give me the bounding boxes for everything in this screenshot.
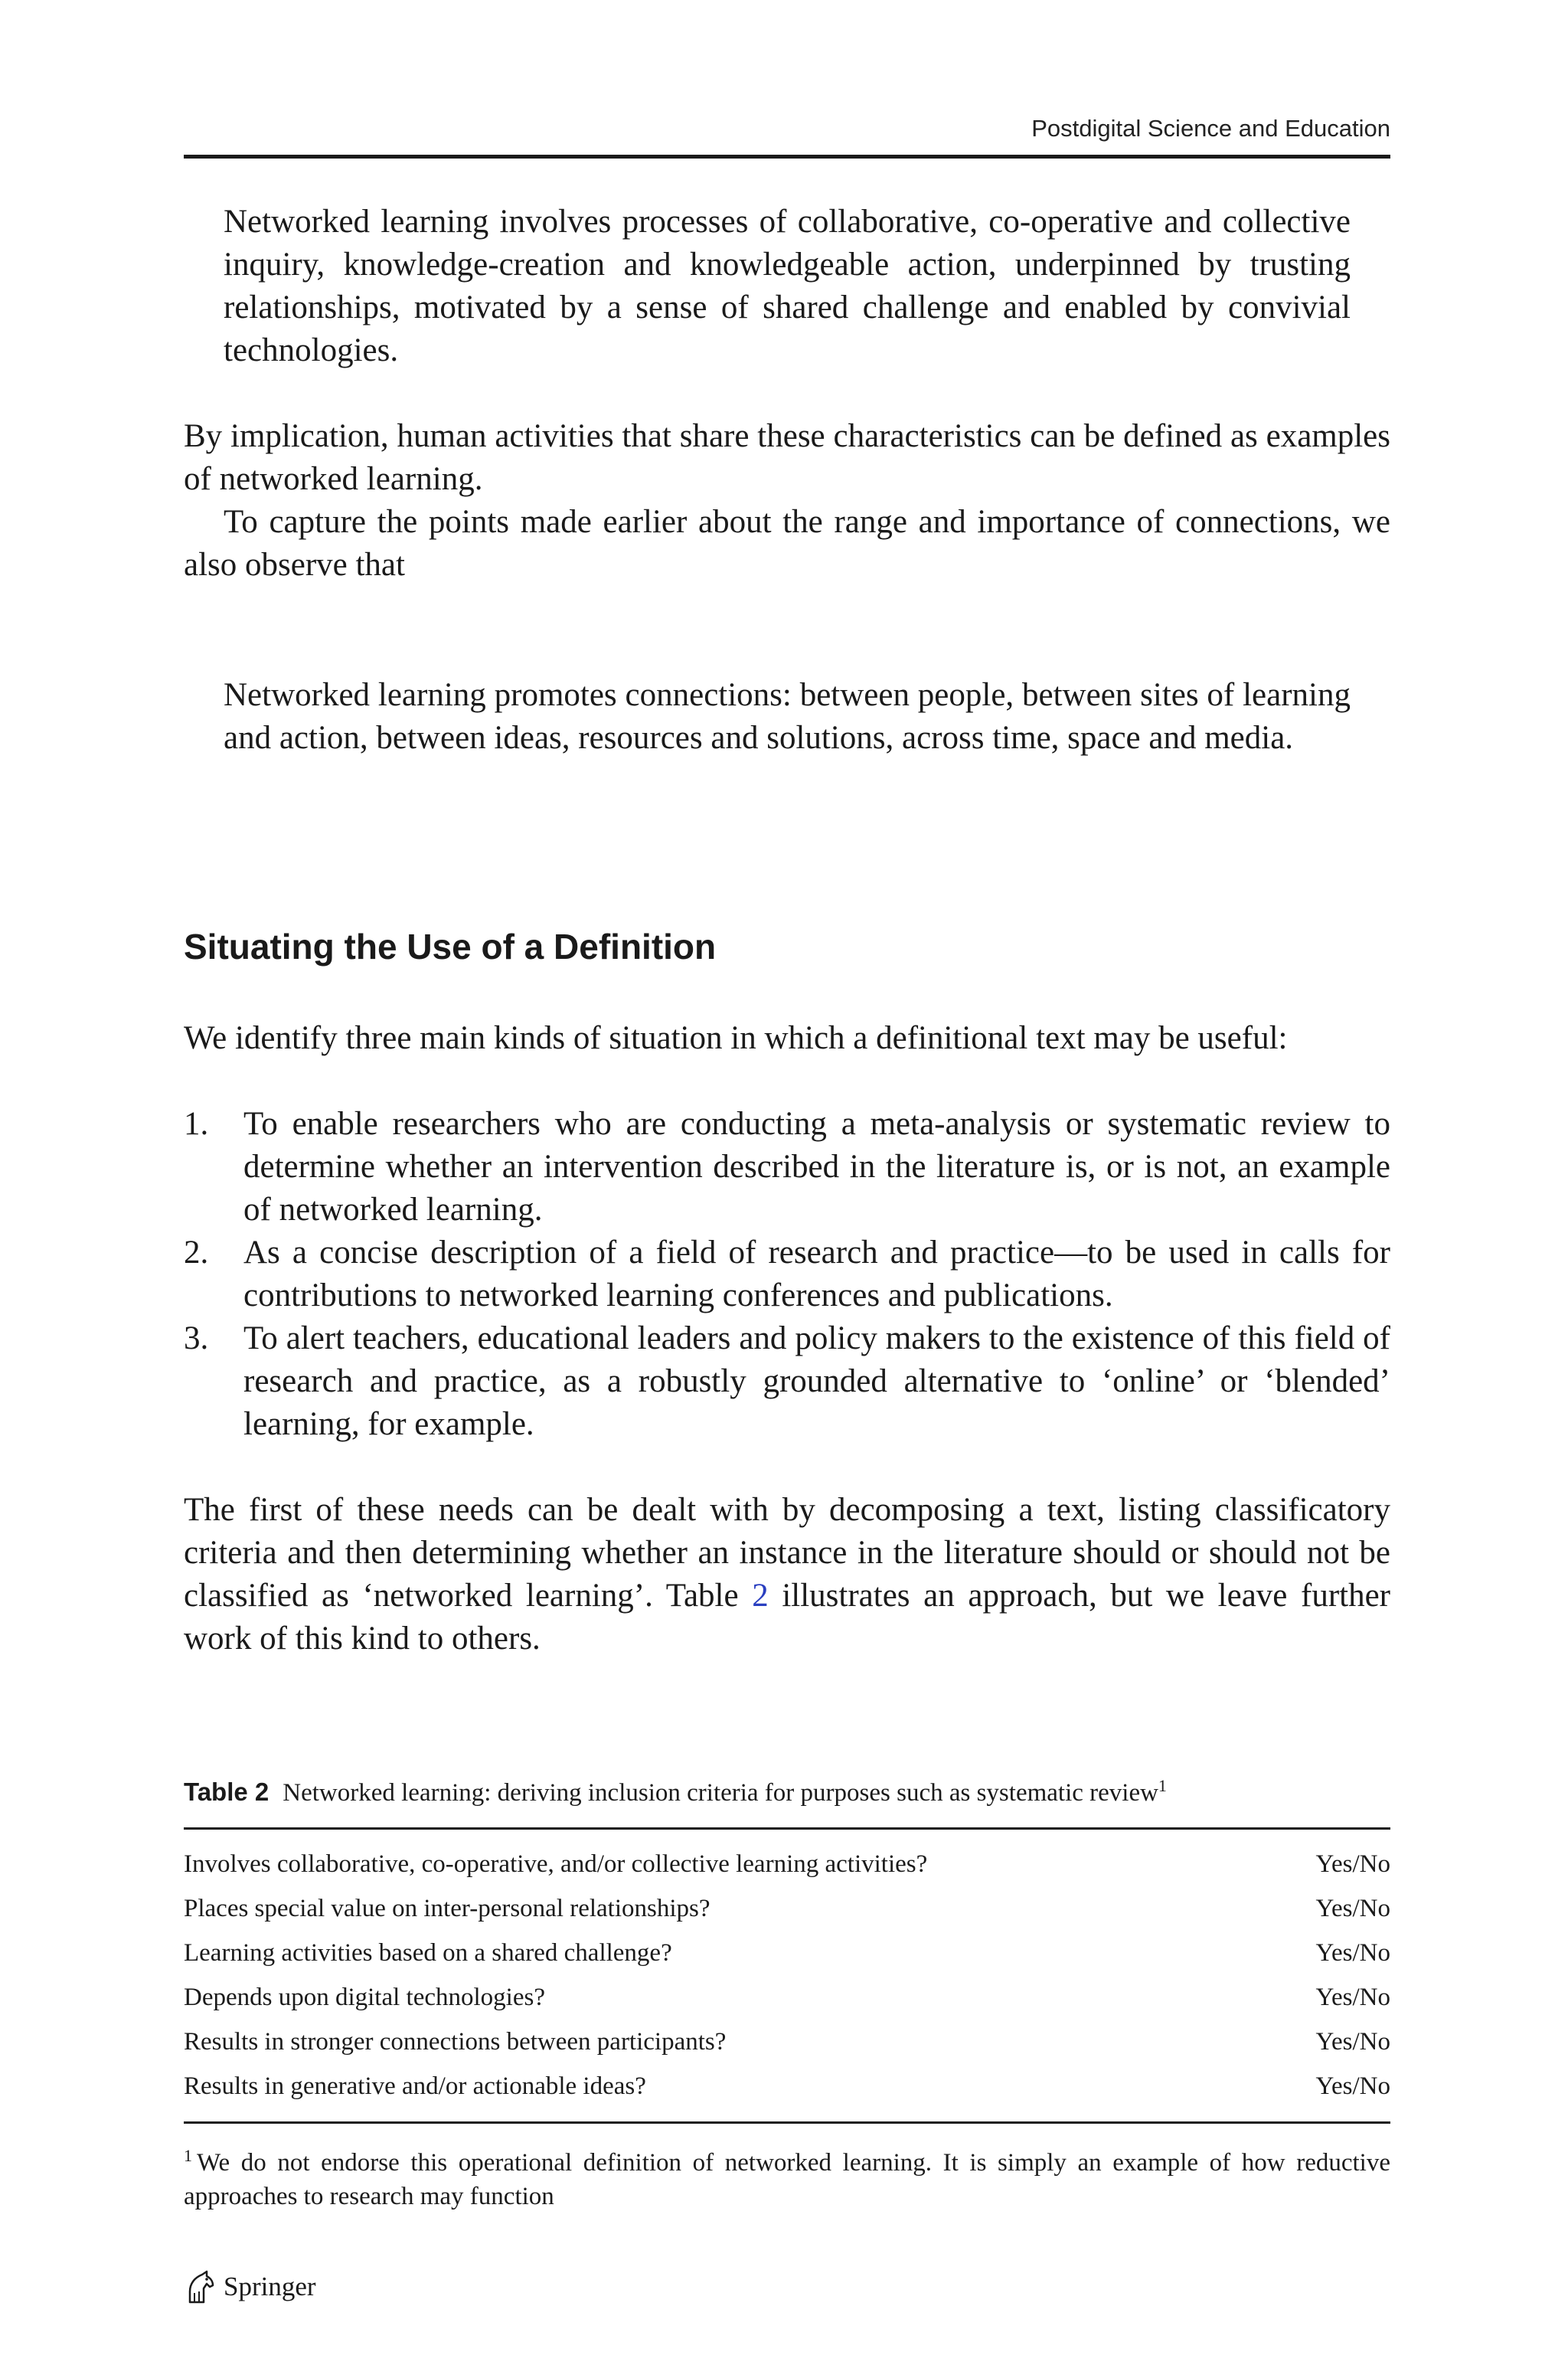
table-row	[184, 2064, 1390, 2108]
answer-cell: Yes/No	[1315, 1850, 1390, 1878]
list-number: 3.	[184, 1320, 209, 1356]
table-bottom-rule	[184, 2121, 1390, 2124]
answer-cell: Yes/No	[1315, 2072, 1390, 2100]
table-caption-note: 1	[1158, 1776, 1167, 1795]
paragraph-connections: To capture the points made earlier about the range and importance of connections, we also observe that	[184, 504, 1390, 583]
publisher-name: Springer	[224, 2272, 316, 2301]
page	[184, 0, 1390, 2378]
closing-paragraph	[184, 1489, 1390, 1660]
criteria-table	[184, 1842, 1390, 2108]
criterion-cell: Results in generative and/or actionable ideas?	[184, 2072, 646, 2100]
answer-cell: Yes/No	[1315, 2027, 1390, 2056]
list-number: 1.	[184, 1106, 209, 1142]
criterion-cell: Places special value on inter-personal relationships?	[184, 1894, 710, 1922]
situation-list	[184, 1103, 1390, 1446]
answer-cell: Yes/No	[1315, 1894, 1390, 1922]
table-row	[184, 1931, 1390, 1975]
paragraph-implication: By implication, human activities that share these characteristics can be defined as examples of networked learning.	[184, 418, 1390, 497]
criterion-cell: Depends upon digital technologies?	[184, 1983, 545, 2011]
publisher-logo	[184, 2267, 316, 2307]
closing-text-after: illustrates an approach, but we leave further work of this kind to others.	[184, 1578, 1390, 1657]
table-caption-text: Networked learning: deriving inclusion criteria for purposes such as systematic review	[283, 1779, 1158, 1807]
definition-quote: Networked learning involves processes of collaborative, co-operative and collective inquiry, knowledge-creation and knowledgeable action, underpinned by trusting relationships, motivated by a sense of shared challenge and enabled by convivial technologies.	[224, 204, 1351, 368]
table-row	[184, 2020, 1390, 2064]
footnote-mark: 1	[184, 2146, 192, 2165]
table-row	[184, 1975, 1390, 2020]
table-caption	[184, 1769, 1390, 1810]
criterion-cell: Involves collaborative, co-operative, and/or collective learning activities?	[184, 1850, 928, 1878]
connections-quote: Networked learning promotes connections: between people, between sites of learning and action, between ideas, resources and solutions, across time, space and media.	[224, 677, 1351, 756]
springer-horse-icon	[184, 2268, 217, 2305]
section-intro: We identify three main kinds of situation in which a definitional text may be useful:	[184, 1020, 1288, 1056]
table-footnote	[184, 2139, 1390, 2213]
list-item	[184, 1103, 1390, 1232]
list-text: As a concise description of a field of research and practice—to be used in calls for contributions to networked learning conferences and publications.	[243, 1235, 1390, 1313]
closing-text-before: The first of these needs can be dealt with by decomposing a text, listing classificatory criteria and then determining whether an instance in the literature should or should not be classified as ‘networked learning’. Table	[184, 1492, 1390, 1614]
criterion-cell: Results in stronger connections between participants?	[184, 2027, 727, 2056]
answer-cell: Yes/No	[1315, 1983, 1390, 2011]
table-row	[184, 1842, 1390, 1886]
answer-cell: Yes/No	[1315, 1938, 1390, 1967]
running-head: Postdigital Science and Education	[1031, 115, 1390, 142]
list-item	[184, 1232, 1390, 1317]
list-item	[184, 1317, 1390, 1446]
footnote-text: We do not endorse this operational definition of networked learning. It is simply an example of how reductive approaches to research may function	[184, 2149, 1390, 2210]
table-2-link[interactable]: 2	[752, 1578, 769, 1614]
list-text: To alert teachers, educational leaders and policy makers to the existence of this field of research and practice, as a robustly grounded alternative to ‘online’ or ‘blended’ learning, for example.	[243, 1320, 1390, 1442]
criterion-cell: Learning activities based on a shared challenge?	[184, 1938, 672, 1967]
table-row	[184, 1886, 1390, 1931]
list-text: To enable researchers who are conducting a meta-analysis or systematic review to determine whether an intervention described in the literature is, or is not, an example of networked learning.	[243, 1106, 1390, 1228]
header-rule	[184, 155, 1390, 159]
table-top-rule	[184, 1827, 1390, 1830]
table-label: Table 2	[184, 1778, 270, 1806]
list-number: 2.	[184, 1235, 209, 1271]
section-heading: Situating the Use of a Definition	[184, 927, 717, 967]
